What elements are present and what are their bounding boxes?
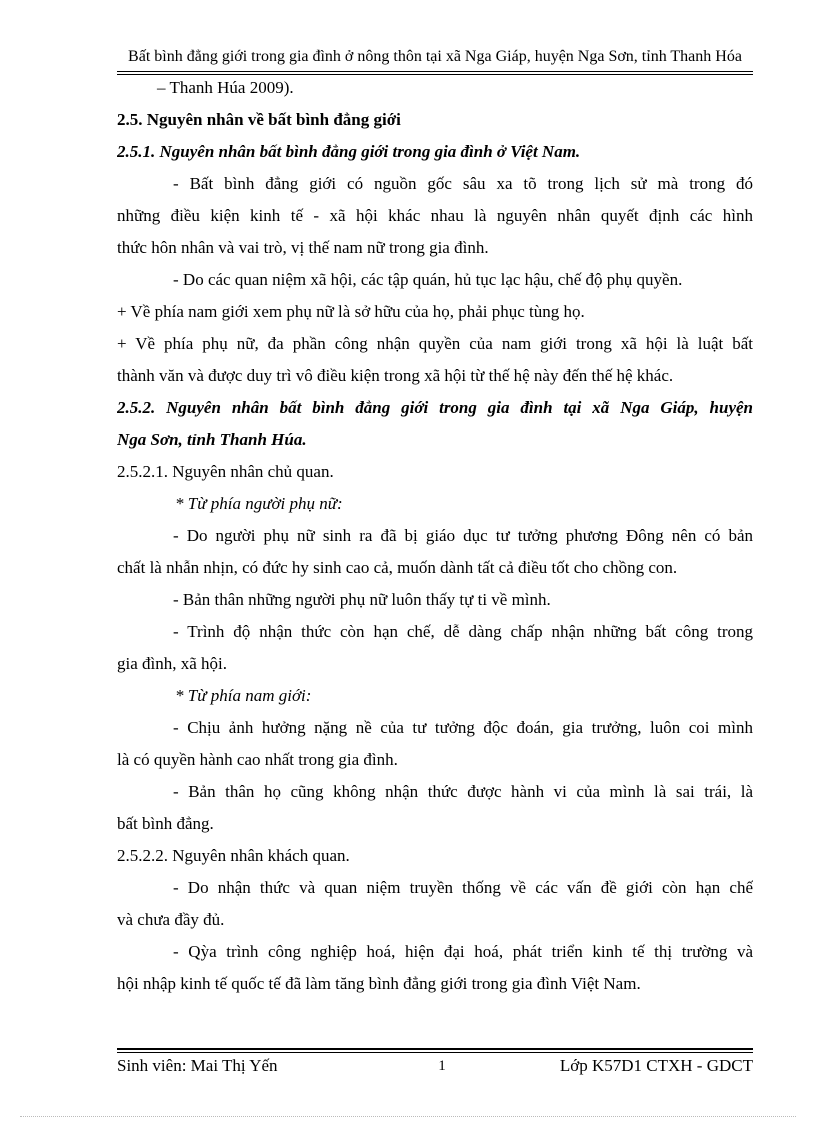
paragraph-line: – Thanh Húa 2009). [157,78,294,97]
paragraph-line: gia đình, xã hội. [117,654,228,673]
paragraph-line: hội nhập kinh tế quốc tế đã làm tăng bình đẳng giới trong gia đình Việt Nam. [117,974,641,993]
paragraph-line: và chưa đầy đủ. [117,910,225,929]
footer-divider [117,1048,753,1050]
paragraph-line: - Trình độ nhận thức còn hạn chế, dễ dàng chấp nhận những bất công trong [173,622,753,641]
paragraph-line: - Bản thân họ cũng không nhận thức được hành vi của mình là sai trái, là [173,782,753,801]
paragraph-line: - Do các quan niệm xã hội, các tập quán, hủ tục lạc hậu, chế độ phụ quyền. [173,270,683,289]
page-bottom-dotted-border [20,1116,796,1117]
subsection-heading-2-5-1: 2.5.1. Nguyên nhân bất bình đẳng giới trong gia đình ở Việt Nam. [117,142,581,161]
paragraph-line: thành văn và được duy trì vô điều kiện trong xã hội từ thế hệ này đến thế hệ khác. [117,366,674,385]
paragraph-line: + Về phía phụ nữ, đa phần công nhận quyền của nam giới trong xã hội là luật bất [117,334,753,353]
paragraph-line: - Do người phụ nữ sinh ra đã bị giáo dục tư tưởng phương Đông nên có bản [173,526,753,545]
subsubsection-heading-2-5-2-2: 2.5.2.2. Nguyên nhân khách quan. [117,846,350,865]
paragraph-line: bất bình đẳng. [117,814,214,833]
paragraph-line: những điều kiện kinh tế - xã hội khác nhau là nguyên nhân quyết định các hình [117,206,753,225]
subgroup-label-men: * Từ phía nam giới: [175,686,312,705]
footer-divider-thin [117,1052,753,1053]
footer-class: Lớp K57D1 CTXH - GDCT [559,1056,753,1075]
paragraph-line: - Qỳa trình công nghiệp hoá, hiện đại hoá, phát triển kinh tế thị trường và [173,942,753,961]
subgroup-label-women: * Từ phía người phụ nữ: [175,494,343,513]
subsection-heading-2-5-2: 2.5.2. Nguyên nhân bất bình đẳng giới trong gia đình tại xã Nga Giáp, huyện [117,398,753,417]
footer-student: Sinh viên: Mai Thị Yến [117,1056,278,1075]
paragraph-line: - Bất bình đẳng giới có nguồn gốc sâu xa tõ trong lịch sử mà trong đó [173,174,753,193]
section-heading-2-5: 2.5. Nguyên nhân về bất bình đẳng giới [117,110,401,129]
document-body [117,72,753,1000]
paragraph-line: - Bản thân những người phụ nữ luôn thấy tự ti về mình. [173,590,551,609]
paragraph-line: - Chịu ảnh hưởng nặng nề của tư tưởng độc đoán, gia trưởng, luôn coi mình [173,718,753,737]
running-header: Bất bình đẳng giới trong gia đình ở nông thôn tại xã Nga Giáp, huyện Nga Sơn, tỉnh Thanh Hóa [128,48,742,65]
paragraph-line: - Do nhận thức và quan niệm truyền thống về các vấn đề giới còn hạn chế [173,878,753,897]
paragraph-line: chất là nhẫn nhịn, có đức hy sinh cao cả, muốn dành tất cả điều tốt cho chồng con. [117,558,678,577]
subsection-heading-2-5-2-cont: Nga Sơn, tỉnh Thanh Húa. [117,430,307,449]
page-number: 1 [438,1058,446,1074]
paragraph-line: thức hôn nhân và vai trò, vị thế nam nữ trong gia đình. [117,238,489,257]
subsubsection-heading-2-5-2-1: 2.5.2.1. Nguyên nhân chủ quan. [117,462,334,481]
paragraph-line: + Về phía nam giới xem phụ nữ là sở hữu của họ, phải phục tùng họ. [117,302,585,321]
paragraph-line: là có quyền hành cao nhất trong gia đình. [117,750,398,769]
page-footer [117,1054,753,1078]
